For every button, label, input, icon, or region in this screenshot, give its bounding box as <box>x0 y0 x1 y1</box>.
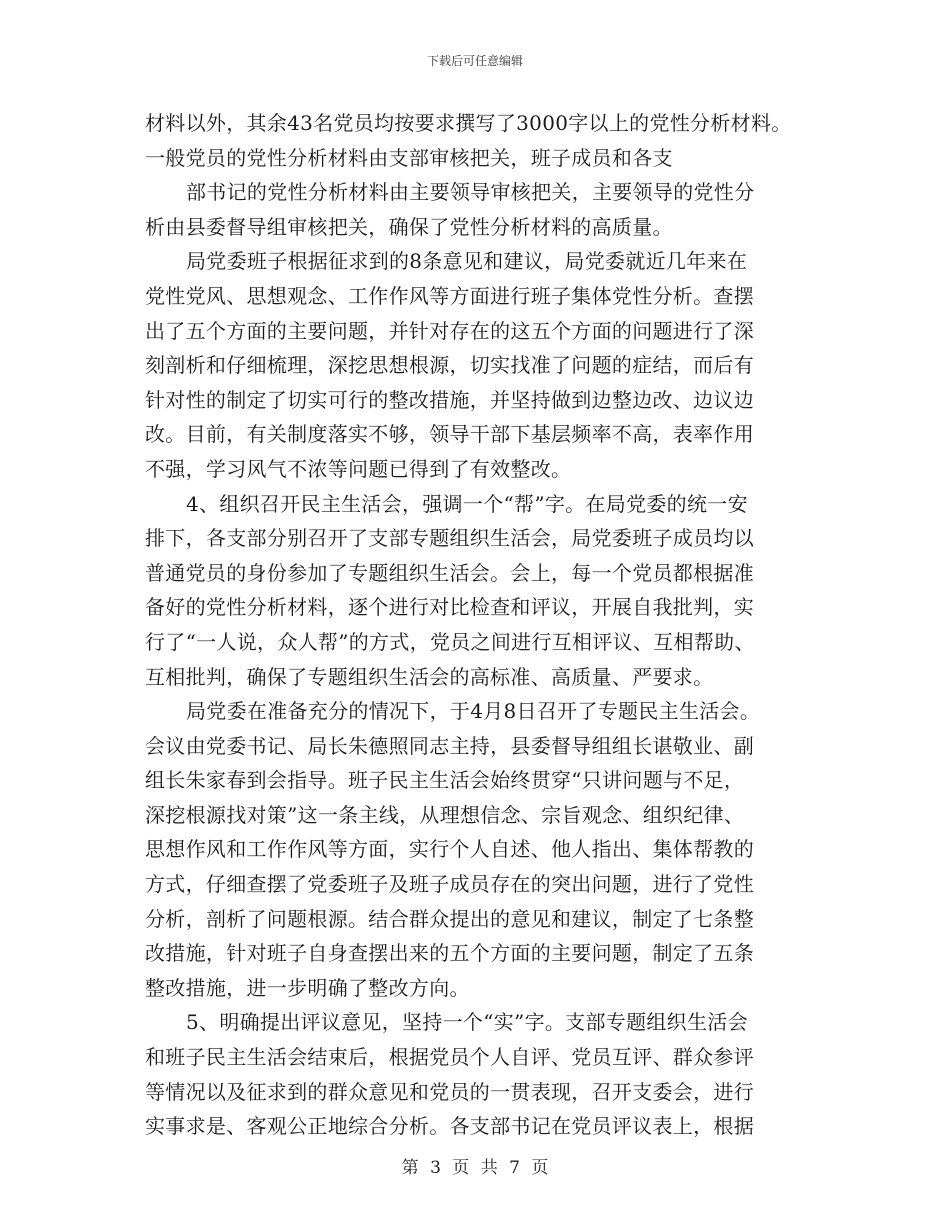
text-line: 排下，各支部分别召开了支部专题组织生活会，局党委班子成员均以 <box>145 526 754 551</box>
text-line: 等情况以及征求到的群众意见和党员的一贯表现，召开支委会，进行 <box>145 1079 754 1104</box>
text-line: 行了“一人说，众人帮”的方式，党员之间进行互相评议、互相帮助、 <box>145 629 755 654</box>
text-line: 析由县委督导组审核把关，确保了党性分析材料的高质量。 <box>145 214 673 239</box>
text-line: 整改措施，进一步明确了整改方向。 <box>145 975 470 1000</box>
text-line: 分析，剖析了问题根源。结合群众提出的意见和建议，制定了七条整 <box>145 906 754 931</box>
text-line: 备好的党性分析材料，逐个进行对比检查和评议，开展自我批判，实 <box>145 595 754 620</box>
text-line: 思想作风和工作作风等方面，实行个人自述、他人指出、集体帮教的 <box>145 837 754 862</box>
text-line: 改。目前，有关制度落实不够，领导干部下基层频率不高，表率作用 <box>145 422 754 447</box>
text-line: 5、明确提出评议意见，坚持一个“实”字。支部专题组织生活会 <box>186 1010 748 1035</box>
text-line: 局党委在准备充分的情况下，于4月8日召开了专题民主生活会。 <box>186 699 761 724</box>
text-line: 方式，仔细查摆了党委班子及班子成员存在的突出问题，进行了党性 <box>145 872 754 897</box>
text-line: 一般党员的党性分析材料由支部审核把关，班子成员和各支 <box>145 145 673 170</box>
document-body <box>145 106 810 1144</box>
text-line: 局党委班子根据征求到的8条意见和建议，局党委就近几年来在 <box>186 249 748 274</box>
text-line: 会议由党委书记、局长朱德照同志主持，县委督导组组长谌敬业、副 <box>145 733 754 758</box>
text-line: 部书记的党性分析材料由主要领导审核把关，主要领导的党性分 <box>186 180 755 205</box>
text-line: 4、组织召开民主生活会，强调一个“帮”字。在局党委的统一安 <box>186 491 748 516</box>
text-line: 实事求是、客观公正地综合分析。各支部书记在党员评议表上，根据 <box>145 1114 754 1139</box>
text-line: 刻剖析和仔细梳理，深挖思想根源，切实找准了问题的症结，而后有 <box>145 353 754 378</box>
page-header-note: 下载后可任意编辑 <box>426 54 523 68</box>
page-number-footer: 第 3 页 共 7 页 <box>401 1158 549 1178</box>
text-line: 组长朱家春到会指导。班子民主生活会始终贯穿“只讲问题与不足， <box>145 768 745 793</box>
text-line: 普通党员的身份参加了专题组织生活会。会上，每一个党员都根据准 <box>145 560 754 585</box>
text-line: 材料以外，其余43名党员均按要求撰写了3000字以上的党性分析材料。 <box>145 111 792 135</box>
text-line: 互相批判，确保了专题组织生活会的高标准、高质量、严要求。 <box>145 664 714 689</box>
text-line: 和班子民主生活会结束后，根据党员个人自评、党员互评、群众参评 <box>145 1045 754 1070</box>
text-line: 改措施，针对班子自身查摆出来的五个方面的主要问题，制定了五条 <box>145 941 754 966</box>
text-line: 党性党风、思想观念、工作作风等方面进行班子集体党性分析。查摆 <box>145 283 754 308</box>
text-line: 深挖根源找对策”这一条主线，从理想信念、宗旨观念、组织纪律、 <box>145 802 745 827</box>
text-line: 针对性的制定了切实可行的整改措施，并坚持做到边整边改、边议边 <box>145 387 754 412</box>
text-line: 不强，学习风气不浓等问题已得到了有效整改。 <box>145 456 572 481</box>
text-line: 出了五个方面的主要问题，并针对存在的这五个方面的问题进行了深 <box>145 318 754 343</box>
